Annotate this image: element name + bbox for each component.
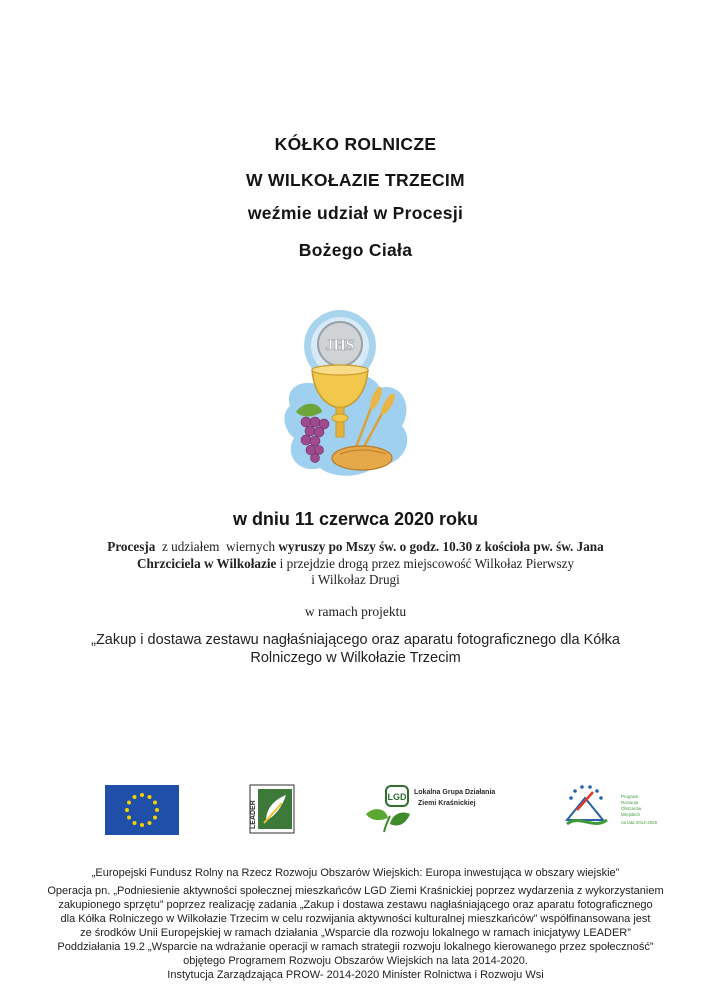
eu-flag-icon — [105, 785, 179, 835]
chalice-rim — [312, 365, 368, 375]
procession-with-faithful: z udziałem wiernych — [155, 539, 279, 554]
eu-star — [133, 795, 137, 799]
eu-star — [127, 801, 131, 805]
lgd-line-1: Lokalna Grupa Działania — [414, 789, 496, 796]
footer-operation-line-2: zakupionego sprzętu” poprzez realizację zadania „Zakup i dostawa zestawu nagłaśniającego oraz aparatu fotograficznego — [58, 899, 653, 911]
project-intro: w ramach projektu — [304, 604, 407, 619]
prow-arrow — [577, 792, 593, 810]
leader-logo-icon — [246, 783, 296, 835]
lgd-leaf-left — [366, 809, 388, 820]
eu-star — [125, 808, 129, 812]
eu-star — [148, 795, 152, 799]
procession-paragraph — [0, 539, 711, 589]
footer-operation-line-1: Operacja pn. „Podniesienie aktywności społecznej mieszkańców LGD Ziemi Kraśnickiej poprzez wydarzenia z wykorzystaniem — [47, 885, 664, 897]
lgd-leaf-right — [390, 812, 410, 825]
procession-church: Chrzciciela w Wilkołazie — [136, 555, 277, 571]
footer-operation-line-3: dla Kółka Rolniczego w Wilkołazie Trzecim w celu rozwijania aktywności kulturalnej mieszkańców” współfinansowana jest — [60, 913, 651, 925]
footer-fund-line: „Europejski Fundusz Rolny na Rzecz Rozwoju Obszarów Wiejskich: Europa inwestująca w obszary wiejskie” — [91, 867, 620, 879]
lgd-logo-icon — [362, 784, 512, 834]
procession-line-2 — [0, 556, 711, 573]
eu-star — [153, 816, 157, 820]
lgd-line-2: Ziemi Kraśnickiej — [418, 800, 476, 807]
eu-star — [140, 793, 144, 797]
procession-departure: wyruszy po Mszy św. o godz. 10.30 z kościoła pw. św. Jana — [278, 539, 604, 554]
procession-line-1 — [0, 539, 711, 556]
procession-word: Procesja — [107, 539, 156, 554]
eu-star — [140, 823, 144, 827]
host-text: JHS — [325, 337, 355, 354]
prow-text-2: Rozwoju — [621, 800, 639, 805]
prow-text-1: Program — [621, 794, 639, 799]
eu-star — [153, 801, 157, 805]
heading-line-3: weźmie udział w Procesji — [247, 203, 464, 223]
project-title-line-1: „Zakup i dostawa zestawu nagłaśniającego oraz aparatu fotograficznego dla Kółka — [91, 632, 620, 648]
heading-line-2: W WILKOŁAZIE TRZECIM — [246, 170, 465, 190]
lgd-badge-text: LGD — [387, 792, 407, 802]
eu-star — [127, 816, 131, 820]
eu-star — [155, 808, 159, 812]
eu-star — [133, 821, 137, 825]
leader-text: LEADER — [250, 800, 257, 829]
footer-operation-line-5: Poddziałania 19.2 „Wsparcie na wdrażanie operacji w ramach strategii rozwoju lokalnego kierowanego przez społeczność” — [57, 941, 654, 953]
prow-text-3: Obszarów — [621, 806, 642, 811]
prow-logo-icon — [563, 780, 663, 835]
prow-text-4: Wiejskich — [621, 812, 641, 817]
event-date: w dniu 11 czerwca 2020 roku — [232, 509, 479, 529]
footer-operation-line-4: ze środków Unii Europejskiej w ramach działania „Wsparcie dla rozwoju lokalnego w ramach inicjatywy LEADER” — [80, 927, 631, 939]
heading-line-1: KÓŁKO ROLNICZE — [274, 134, 437, 154]
eucharist-chalice-grapes-wheat-icon — [282, 308, 422, 483]
chalice-knot — [332, 414, 348, 422]
heading-line-4: Bożego Ciała — [298, 240, 413, 260]
procession-line-3: i Wilkołaz Drugi — [311, 572, 400, 587]
prow-text-5: na lata 2014-2020 — [621, 820, 658, 825]
project-title-line-2: Rolniczego w Wilkołazie Trzecim — [250, 650, 461, 666]
eu-star — [148, 821, 152, 825]
procession-route: i przejdzie drogą przez miejscowość Wilkołaz Pierwszy — [276, 555, 575, 571]
footer-operation-line-6: objętego Programem Rozwoju Obszarów Wiejskich na lata 2014-2020. — [183, 955, 528, 967]
footer-authority-line: Instytucja Zarządzająca PROW- 2014-2020 Minister Rolnictwa i Rozwoju Wsi — [167, 969, 544, 981]
prow-stars — [569, 785, 603, 800]
